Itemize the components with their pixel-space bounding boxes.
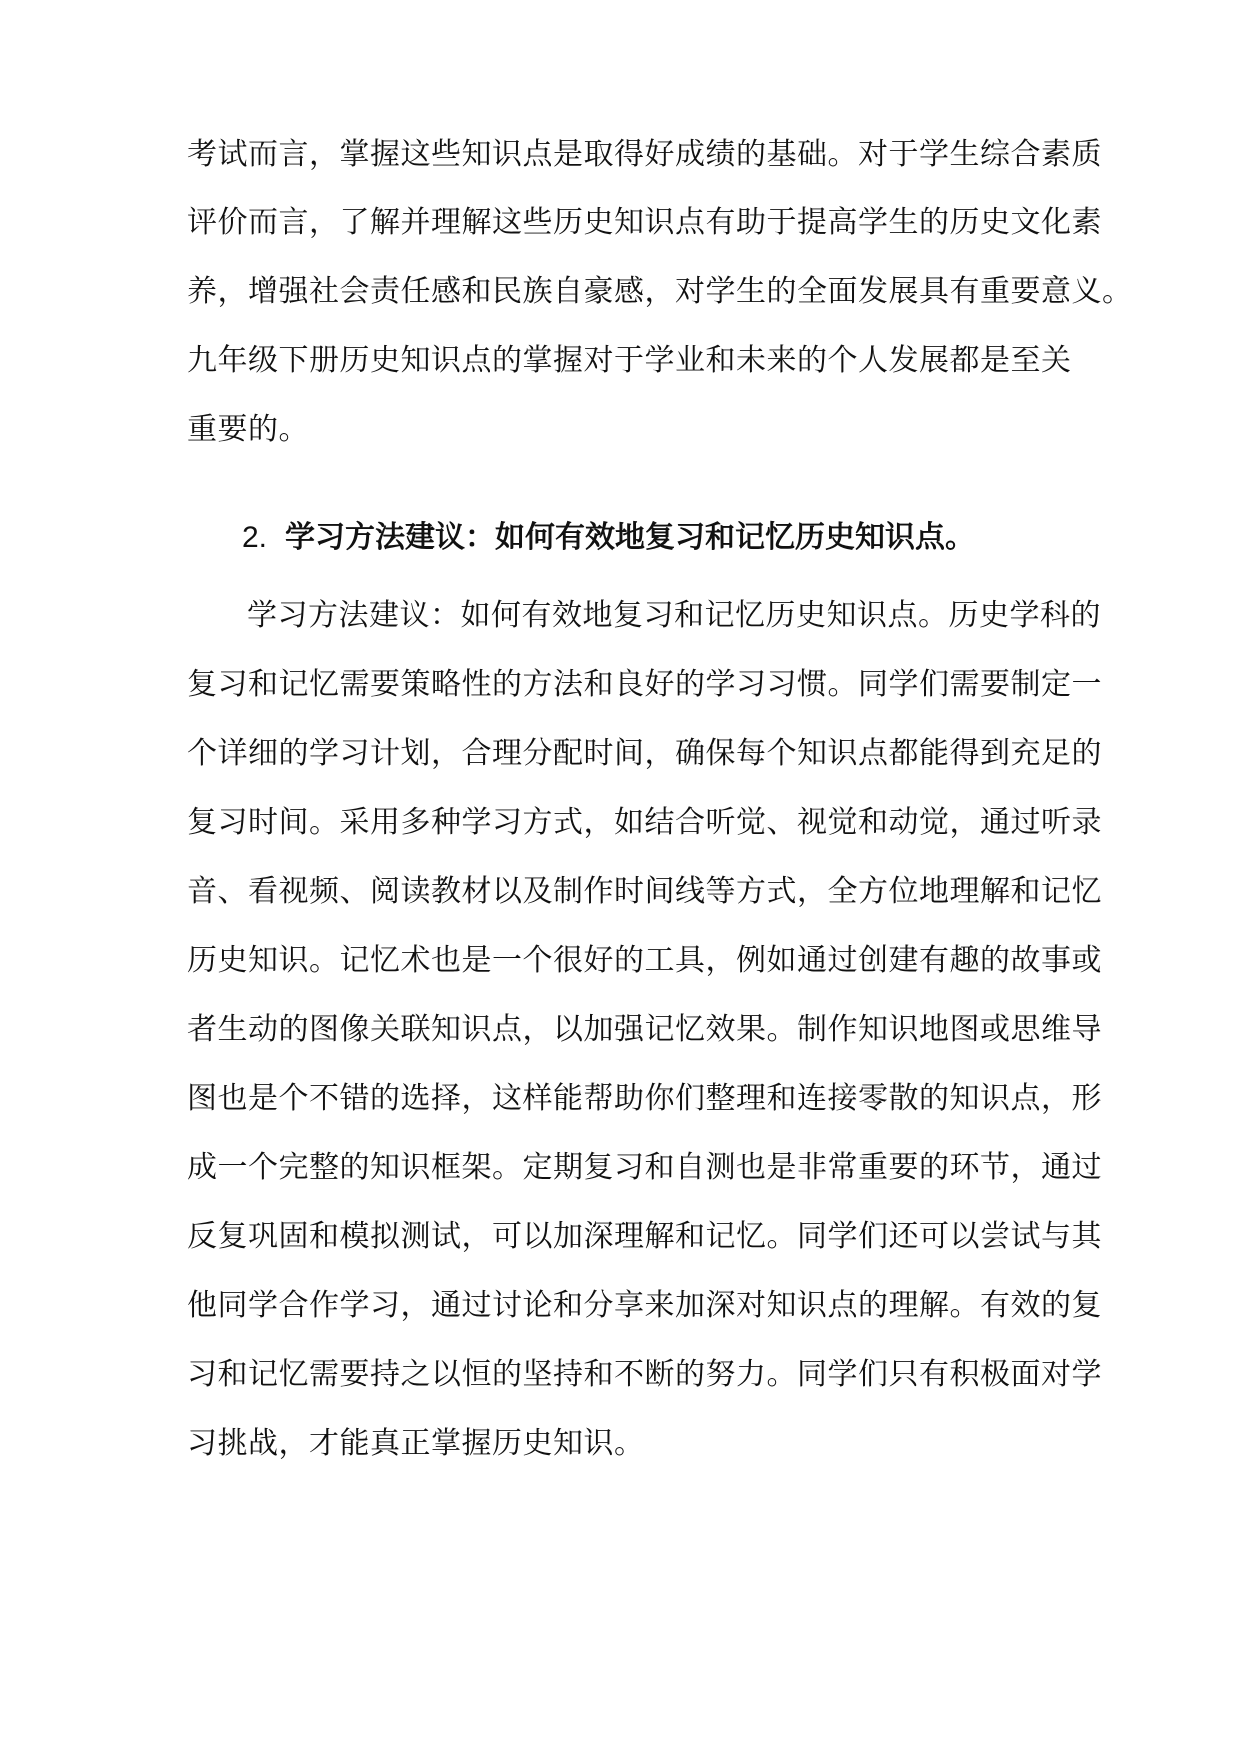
text-line: 养，增强社会责任感和民族自豪感，对学生的全面发展具有重要意义。 — [187, 274, 1133, 309]
text-line: 习挑战，才能真正掌握历史知识。 — [187, 1426, 645, 1461]
text-line: 习和记忆需要持之以恒的坚持和不断的努力。同学们只有积极面对学 — [187, 1357, 1102, 1392]
text-line: 成一个完整的知识框架。定期复习和自测也是非常重要的环节，通过 — [187, 1150, 1102, 1185]
text-line: 九年级下册历史知识点的掌握对于学业和未来的个人发展都是至关 — [187, 343, 1072, 378]
text-line: 反复巩固和模拟测试，可以加深理解和记忆。同学们还可以尝试与其 — [187, 1219, 1102, 1254]
section-heading — [242, 518, 1062, 558]
text-line: 重要的。 — [187, 412, 309, 447]
text-line: 考试而言，掌握这些知识点是取得好成绩的基础。对于学生综合素质 — [187, 137, 1102, 172]
section-title: 学习方法建议：如何有效地复习和记忆历史知识点。 — [285, 520, 976, 555]
text-line: 复习时间。采用多种学习方式，如结合听觉、视觉和动觉，通过听录 — [187, 805, 1102, 840]
text-line: 历史知识。记忆术也是一个很好的工具，例如通过创建有趣的故事或 — [187, 943, 1102, 978]
text-line: 学习方法建议：如何有效地复习和记忆历史知识点。历史学科的 — [247, 598, 1101, 633]
section-number: 2. — [242, 521, 268, 554]
text-line: 评价而言，了解并理解这些历史知识点有助于提高学生的历史文化素 — [187, 205, 1102, 240]
text-line: 者生动的图像关联知识点，以加强记忆效果。制作知识地图或思维导 — [187, 1012, 1102, 1047]
text-line: 个详细的学习计划，合理分配时间，确保每个知识点都能得到充足的 — [187, 736, 1102, 771]
text-line: 音、看视频、阅读教材以及制作时间线等方式，全方位地理解和记忆 — [187, 874, 1102, 909]
text-line: 复习和记忆需要策略性的方法和良好的学习习惯。同学们需要制定一 — [187, 667, 1102, 702]
text-line: 他同学合作学习，通过讨论和分享来加深对知识点的理解。有效的复 — [187, 1288, 1102, 1323]
text-line: 图也是个不错的选择，这样能帮助你们整理和连接零散的知识点，形 — [187, 1081, 1102, 1116]
